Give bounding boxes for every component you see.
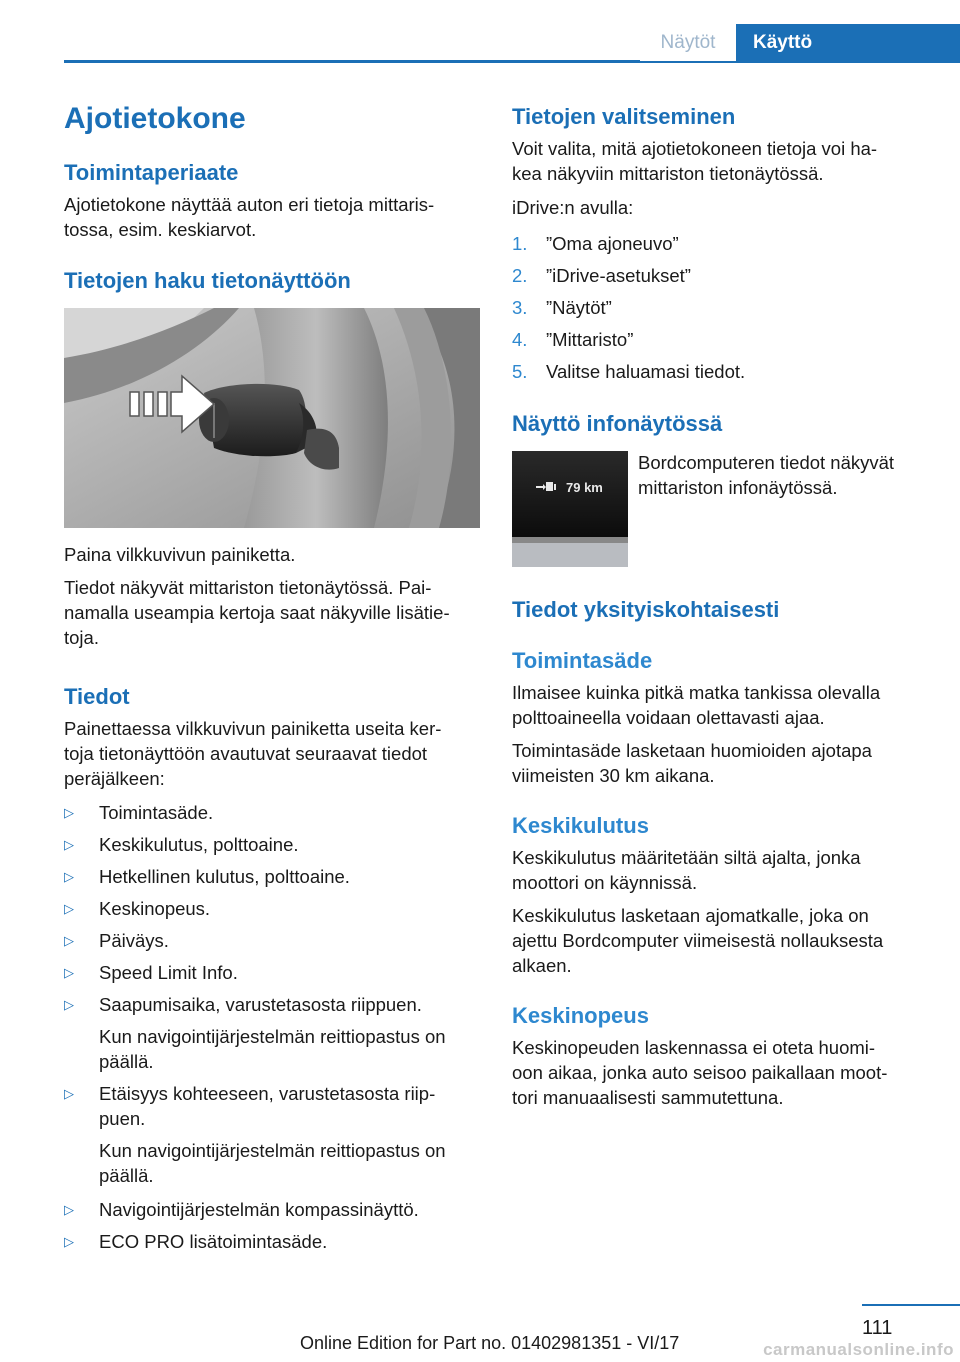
paragraph: tori manuaalisesti sammutettuna. bbox=[512, 1087, 784, 1108]
paragraph: tossa, esim. keskiarvot. bbox=[64, 219, 257, 240]
heading-tietojen-valitseminen: Tietojen valitseminen bbox=[512, 104, 736, 129]
paragraph: viimeisten 30 km aikana. bbox=[512, 765, 715, 786]
step-number: 4. bbox=[512, 329, 528, 350]
paragraph: Ilmaisee kuinka pitkä matka tankissa olevalla bbox=[512, 682, 881, 703]
triangle-bullet-icon: ▷ bbox=[64, 965, 74, 980]
step-text: ”Näytöt” bbox=[546, 297, 612, 318]
paragraph: peräjälkeen: bbox=[64, 768, 165, 789]
step-number: 2. bbox=[512, 265, 528, 286]
page-number: 111 bbox=[862, 1317, 893, 1339]
paragraph: kea näkyviin mittariston tietonäytössä. bbox=[512, 163, 824, 184]
paragraph: polttoaineella voidaan olettavasti ajaa. bbox=[512, 707, 825, 728]
turn-signal-lever-illustration bbox=[64, 308, 480, 528]
step-number: 3. bbox=[512, 297, 528, 318]
triangle-bullet-icon: ▷ bbox=[64, 805, 74, 820]
heading-naytto-infonaytossa: Näyttö infonäytössä bbox=[512, 411, 723, 436]
step-number: 5. bbox=[512, 361, 528, 382]
paragraph: Toimintasäde lasketaan huomioiden ajotapa bbox=[512, 740, 872, 761]
footer-rule bbox=[862, 1304, 960, 1306]
triangle-bullet-icon: ▷ bbox=[64, 901, 74, 916]
triangle-bullet-icon: ▷ bbox=[64, 869, 74, 884]
tab-kaytto[interactable]: Käyttö bbox=[736, 24, 960, 61]
page-title: Ajotietokone bbox=[64, 102, 246, 135]
heading-toimintaperiaate: Toimintaperiaate bbox=[64, 160, 239, 185]
paragraph: Bordcomputeren tiedot näkyvät bbox=[638, 452, 895, 473]
list-item-note: päällä. bbox=[99, 1165, 154, 1186]
info-display-image bbox=[512, 451, 628, 567]
step-number: 1. bbox=[512, 233, 528, 254]
paragraph: ajettu Bordcomputer viimeisestä nollauksesta bbox=[512, 930, 884, 951]
paragraph: alkaen. bbox=[512, 955, 572, 976]
heading-tietojen-haku: Tietojen haku tietonäyttöön bbox=[64, 268, 351, 293]
triangle-bullet-icon: ▷ bbox=[64, 1234, 74, 1249]
triangle-bullet-icon: ▷ bbox=[64, 1202, 74, 1217]
heading-toimintasade: Toimintasäde bbox=[512, 648, 653, 673]
watermark: carmanualsonline.info bbox=[763, 1340, 954, 1359]
triangle-bullet-icon: ▷ bbox=[64, 1086, 74, 1101]
paragraph: iDrive:n avulla: bbox=[512, 197, 634, 218]
triangle-bullet-icon: ▷ bbox=[64, 933, 74, 948]
paragraph: Painettaessa vilkkuvivun painiketta useita ker- bbox=[64, 718, 442, 739]
heading-keskinopeus: Keskinopeus bbox=[512, 1003, 649, 1028]
heading-tiedot-yksityiskohtaisesti: Tiedot yksityiskohtaisesti bbox=[512, 597, 780, 622]
list-item-note: Kun navigointijärjestelmän reittiopastus on bbox=[99, 1026, 446, 1047]
heading-keskikulutus: Keskikulutus bbox=[512, 813, 649, 838]
paragraph: mittariston infonäytössä. bbox=[638, 477, 838, 498]
paragraph: oon aikaa, jonka auto seisoo paikallaan moot- bbox=[512, 1062, 888, 1083]
display-range-value: 79 km bbox=[566, 480, 603, 495]
list-item-note: päällä. bbox=[99, 1051, 154, 1072]
paragraph: Keskikulutus määritetään siltä ajalta, jonka bbox=[512, 847, 861, 868]
step-text: Valitse haluamasi tiedot. bbox=[546, 361, 746, 382]
edition-info: Online Edition for Part no. 01402981351 - VI/17 bbox=[300, 1333, 680, 1353]
step-text: ”iDrive-asetukset” bbox=[546, 265, 691, 286]
paragraph: Keskinopeuden laskennassa ei oteta huomi- bbox=[512, 1037, 876, 1058]
paragraph: Keskikulutus lasketaan ajomatkalle, joka on bbox=[512, 905, 869, 926]
heading-tiedot: Tiedot bbox=[64, 684, 130, 709]
paragraph: moottori on käynnissä. bbox=[512, 872, 698, 893]
tab-naytot[interactable]: Näytöt bbox=[640, 24, 736, 61]
paragraph: Voit valita, mitä ajotietokoneen tietoja voi ha- bbox=[512, 138, 878, 159]
paragraph: toja tietonäyttöön avautuvat seuraavat tiedot bbox=[64, 743, 428, 764]
step-text: ”Oma ajoneuvo” bbox=[546, 233, 679, 254]
paragraph: Tiedot näkyvät mittariston tietonäytössä. Pai- bbox=[64, 577, 432, 598]
paragraph: Ajotietokone näyttää auton eri tietoja mittaris- bbox=[64, 194, 435, 215]
paragraph: Paina vilkkuvivun painiketta. bbox=[64, 544, 296, 565]
triangle-bullet-icon: ▷ bbox=[64, 997, 74, 1012]
turn-signal-lever-image bbox=[64, 308, 480, 528]
info-display-illustration bbox=[512, 451, 628, 567]
step-text: ”Mittaristo” bbox=[546, 329, 634, 350]
list-item-continuation: puen. bbox=[99, 1108, 146, 1129]
triangle-bullet-icon: ▷ bbox=[64, 837, 74, 852]
paragraph: namalla useampia kertoja saat näkyville lisätie- bbox=[64, 602, 450, 623]
list-item-note: Kun navigointijärjestelmän reittiopastus on bbox=[99, 1140, 446, 1161]
paragraph: toja. bbox=[64, 627, 99, 648]
